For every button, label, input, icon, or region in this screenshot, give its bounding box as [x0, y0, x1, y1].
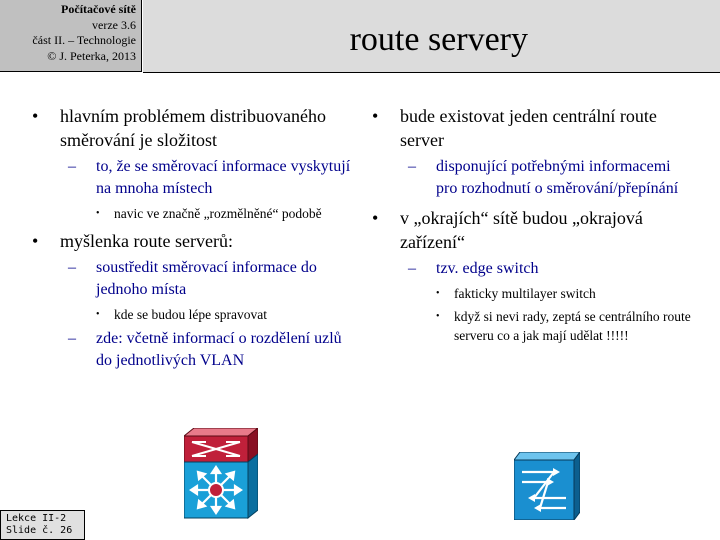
small-dot-icon: • — [96, 309, 100, 320]
right-column — [372, 104, 692, 351]
subsub-bullet-text: navic ve značně „rozmělněné“ podobě — [114, 206, 322, 221]
subsub-bullet-text: když si nevi rady, zeptá se centrálního route serveru co a jak mají udělat !!!!! — [454, 309, 691, 343]
course-name: Počítačové sítě — [61, 2, 136, 16]
bullet-dot-icon: • — [32, 106, 39, 126]
dash-icon: – — [68, 330, 76, 347]
bullet-main-problem — [32, 104, 352, 223]
sub-bullet-text: to, že se směrovací informace vyskytují na mnoha místech — [96, 158, 351, 197]
dash-icon: – — [68, 259, 76, 276]
sub-bullet-text: disponující potřebnými informacemi pro rozhodnutí o směrování/přepínání — [436, 158, 679, 197]
route-server-icon — [184, 428, 258, 520]
bullet-text: hlavním problémem distribuovaného směrování je složitost — [60, 106, 326, 150]
small-dot-icon: • — [96, 208, 100, 219]
author-label: © J. Peterka, 2013 — [47, 48, 136, 63]
slide-number: Slide č. 26 — [6, 525, 73, 536]
sub-bullet — [68, 156, 352, 223]
slide-title: route servery — [349, 21, 528, 58]
dash-icon: – — [68, 158, 76, 175]
title-bar — [143, 0, 720, 73]
slide-footer-box — [0, 510, 85, 540]
bullet-central-server — [372, 104, 692, 200]
bullet-text: myšlenka route serverů: — [60, 231, 233, 251]
sub-bullet-text: tzv. edge switch — [436, 260, 539, 277]
dash-icon: – — [408, 158, 416, 175]
subsub-bullet — [436, 284, 692, 303]
dash-icon: – — [408, 260, 416, 277]
sub-bullet — [68, 257, 352, 324]
left-column — [32, 104, 352, 378]
edge-switch-icon — [514, 452, 580, 520]
sub-bullet — [408, 156, 692, 200]
bullet-dot-icon: • — [32, 231, 39, 251]
subsub-bullet — [96, 305, 352, 324]
bullet-edge-devices — [372, 206, 692, 345]
subsub-bullet-text: fakticky multilayer switch — [454, 286, 596, 301]
bullet-text: bude existovat jeden centrální route server — [400, 106, 657, 150]
subsub-bullet-text: kde se budou lépe spravovat — [114, 307, 267, 322]
bullet-dot-icon: • — [372, 208, 379, 228]
small-dot-icon: • — [436, 311, 440, 322]
small-dot-icon: • — [436, 288, 440, 299]
sub-bullet — [408, 258, 692, 345]
lesson-label: Lekce II-2 — [6, 513, 67, 524]
sub-bullet-text: zde: včetně informací o rozdělení uzlů do jednotlivých VLAN — [96, 330, 342, 369]
bullet-text: v „okrajích“ sítě budou „okrajová zařízení“ — [400, 208, 643, 252]
subsub-bullet — [96, 204, 352, 223]
sub-bullet-text: soustředit směrovací informace do jednoho místa — [96, 259, 317, 298]
subsub-bullet — [436, 307, 692, 345]
bullet-route-server-idea — [32, 229, 352, 372]
bullet-dot-icon: • — [372, 106, 379, 126]
sub-bullet — [68, 328, 352, 372]
part-label: část II. – Technologie — [32, 33, 136, 47]
version-label: verze 3.6 — [92, 17, 136, 32]
slide-info-box — [0, 0, 142, 72]
